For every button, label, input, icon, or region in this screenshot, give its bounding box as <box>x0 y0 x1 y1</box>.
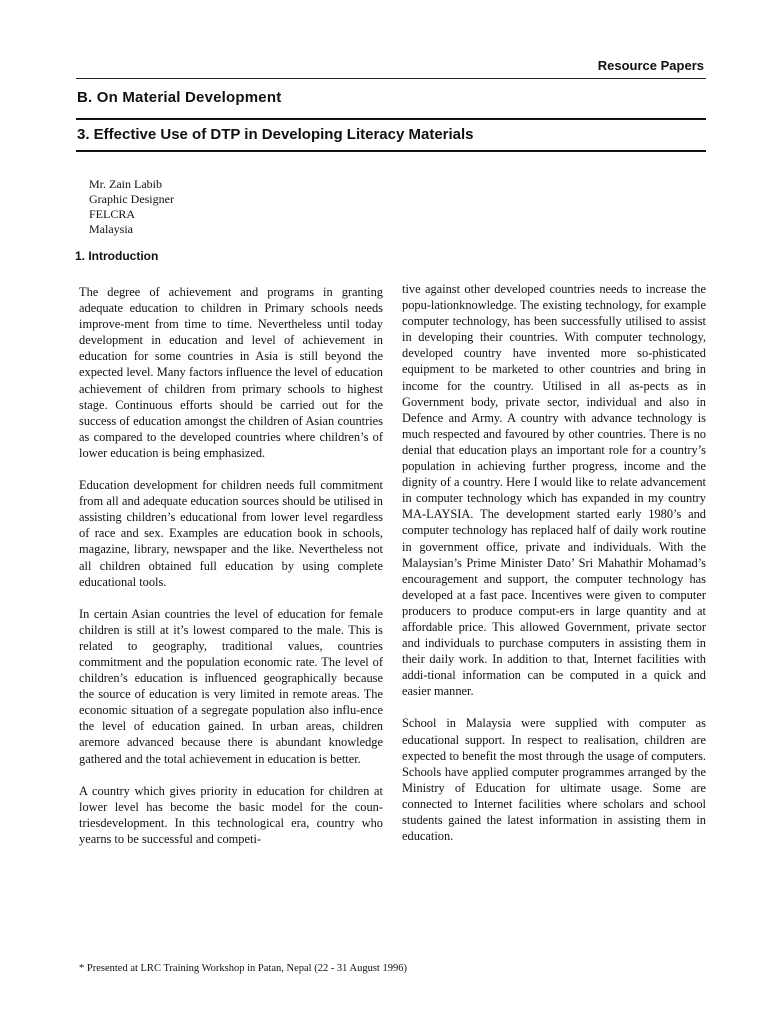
author-country: Malaysia <box>89 222 133 236</box>
section-rule-bottom <box>76 150 706 152</box>
paragraph: tive against other developed countries needs to increase the popu-lationknowledge. The existing technology, for example computer technology, has been successfully utilised to assist in developing their countries. With computer technology, developed country have invented more so-phisticated equipment to be marketed to other countries and bring in income for the country. Utilised in all as-pects as in Government body, private sector, individual and also in Defence and Army. A country with advance technology is much respected and favoured by other countries. There is no denial that education plays an important role for a country’s population in achieving further progress, income and the dignity of a country. Here I would like to relate advancement in computer technology which has expanded in my country MA-LAYSIA. The development started early 1980’s and computer technology has replaced half of daily work routine in government office, private and individuals. With the Malaysian’s Prime Minister Dato’ Sri Mahathir Mohamad’s encouragement and support, the computer technology has developed at a fast pace. Incentives were given to computer producers to produce comput-ers in large quantity and at affordable price. This allowed Government, private sector and individuals to purchase computers in assisting them in their daily work. In addition to that, Internet facilities with addi-tional information can be computed in a quick and easier manner. <box>402 282 706 699</box>
paragraph: The degree of achievement and programs in granting adequate education to children in Primary schools needs improve-ment from time to time. Nevertheless until today development in education and level of achievement in education for some countries in Asia is still beyond the expected level. Many factors influence the level of education achievement of children from primary schools to highest stage. Continuous efforts should be carried out for the success of education amongst the children of Asian countries as compared to the developed countries where children’s of lower education is being emphasized. <box>79 285 383 460</box>
section-title: B. On Material Development <box>77 89 282 106</box>
footnote: * Presented at LRC Training Workshop in Patan, Nepal (22 - 31 August 1996) <box>79 963 407 974</box>
running-head: Resource Papers <box>597 58 704 73</box>
left-column <box>79 284 383 863</box>
author-block <box>89 177 174 237</box>
paragraph: A country which gives priority in education for children at lower level has become the basic model for the coun-triesdevelopment. In this technological era, country who yearns to be successful and competi- <box>79 783 383 846</box>
author-organization: FELCRA <box>89 207 136 221</box>
author-name: Mr. Zain Labib <box>89 177 162 191</box>
paper-title: 3. Effective Use of DTP in Developing Literacy Materials <box>77 126 474 143</box>
paragraph: Education development for children needs full commitment from all and adequate education sources should be utilised in assisting children’s educational from lower level regardless of race and sex. Examples are education book in schools, magazine, library, newspaper and the like. Nevertheless not all children obtained full education by using complete educational tools. <box>79 478 383 589</box>
paragraph: School in Malaysia were supplied with computer as educational support. In respect to realisation, children are expected to benefit the most through the usage of computers. Schools have applied computer programmes arranged by the Ministry of Education for ultimate usage. Some are connected to Internet facilities where scholars and school students gained the latest information in assisting them in education. <box>402 716 706 844</box>
paragraph: In certain Asian countries the level of education for female children is still at it’s lowest compared to the male. This is related to geography, traditional values, countries commitment and the population economic rate. The level of children’s education is influenced geographically because the source of education is very limited in remote areas. The economic situation of a segregate population also influ-ence the level of education gained. In urban areas, children aremore advanced because there is abundant knowledge gathered and the total achievement in education is better. <box>79 606 383 766</box>
section-rule-top <box>76 118 706 120</box>
author-role: Graphic Designer <box>89 192 174 206</box>
intro-heading: 1. Introduction <box>75 249 159 263</box>
right-column <box>402 281 706 860</box>
header-rule <box>76 78 706 79</box>
